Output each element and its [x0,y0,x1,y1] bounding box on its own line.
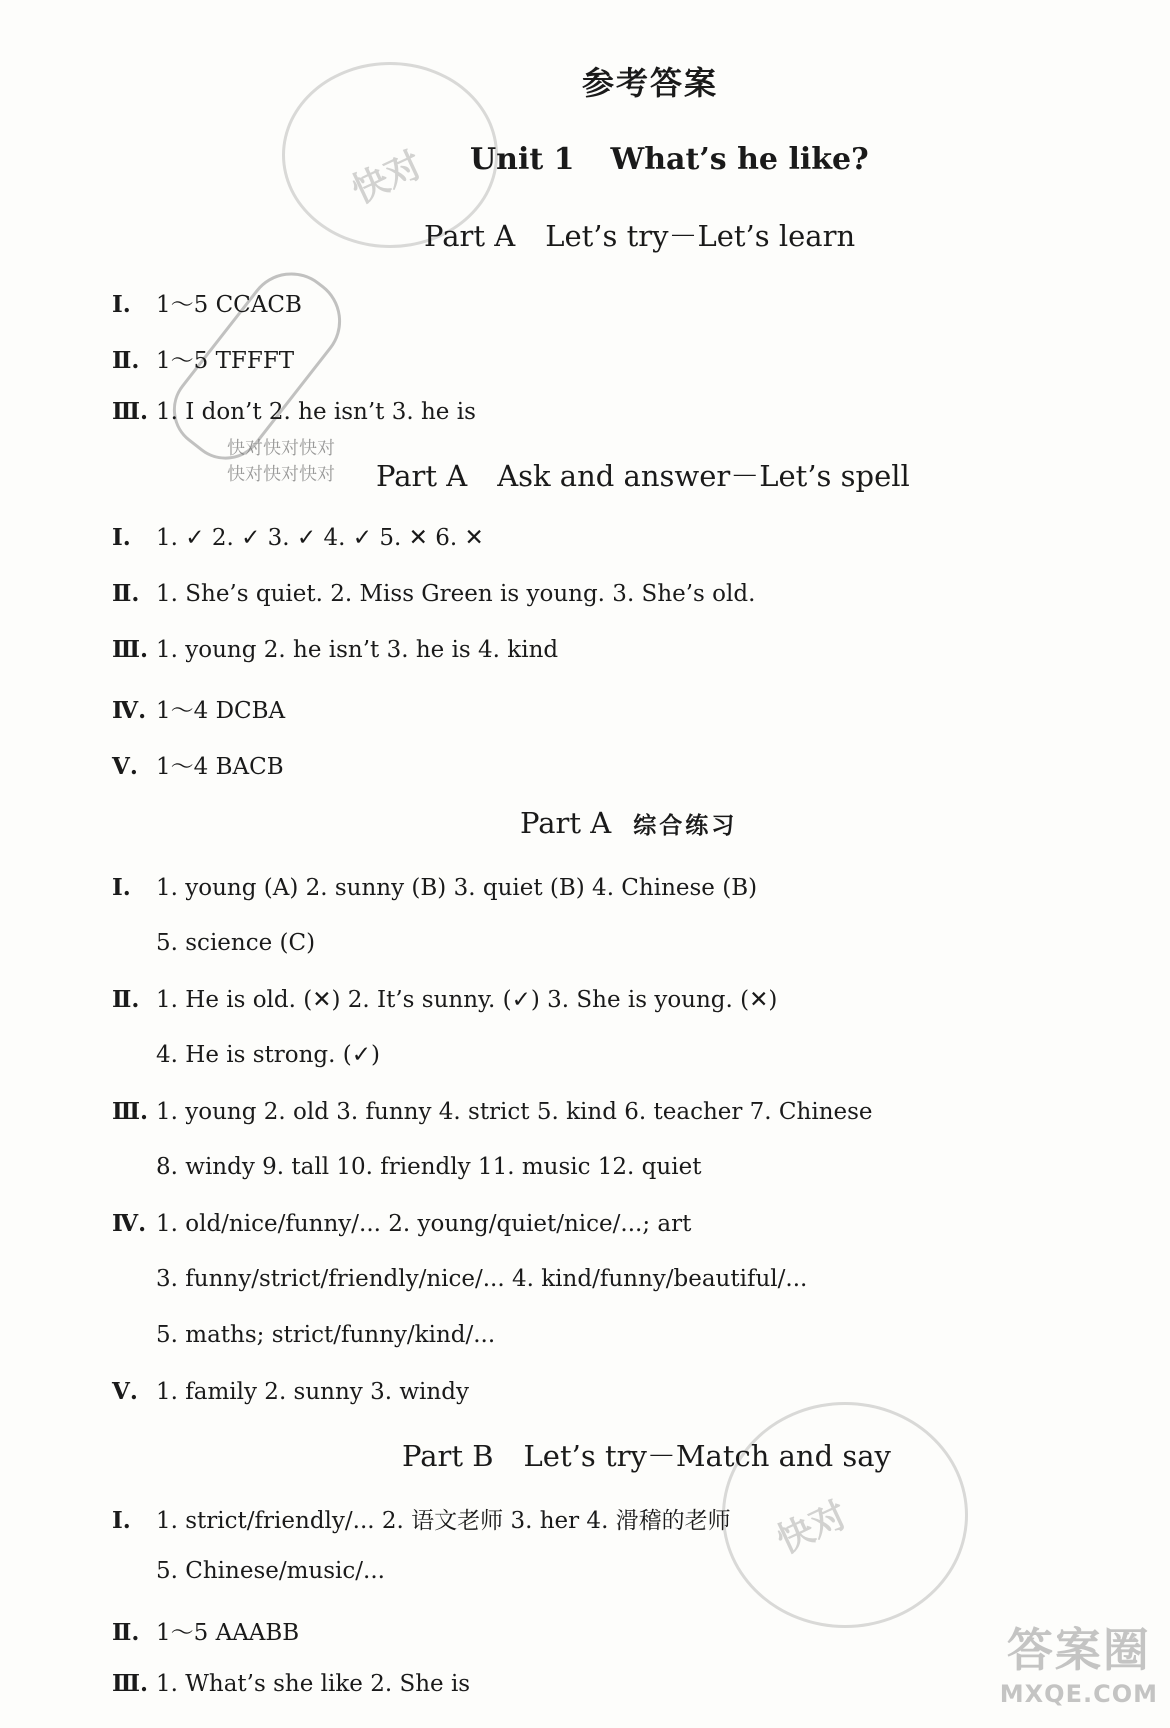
watermark-stamp-bottom-text: 快对 [770,1494,854,1563]
unit-heading [470,142,869,177]
answer-line [112,1210,691,1237]
answer-line [112,748,284,781]
answer-line-continued [156,1558,385,1584]
roman-numeral: Ⅰ. [112,291,131,318]
roman-numeral: Ⅴ. [112,753,138,780]
roman-numeral: Ⅰ. [112,524,131,551]
answer-line [112,1378,469,1405]
section-heading [376,454,910,495]
section-heading [424,214,855,255]
section-title: Let’s try－Let’s learn [545,219,856,253]
roman-numeral: Ⅱ. [112,580,140,607]
answer-text: 1. old/nice/funny/... 2. young/quiet/nice/...; art [156,1211,692,1237]
answer-line [112,342,294,375]
answer-text: 4. He is strong. (✓) [156,1042,380,1068]
brand-watermark-url: MXQE.COM [999,1680,1158,1708]
roman-numeral: Ⅱ. [112,1619,140,1646]
answer-text: 1～5 CCACB [156,292,302,318]
section-part: Part A [520,806,612,840]
watermark-label-1: 快对快对快对 [227,438,335,459]
answer-text: 1. ✓ 2. ✓ 3. ✓ 4. ✓ 5. ✕ 6. ✕ [156,525,484,551]
answer-line-continued [156,1154,701,1180]
roman-numeral: Ⅰ. [112,874,131,901]
roman-numeral: Ⅲ. [112,636,149,663]
answer-line [112,580,755,607]
answer-line [112,398,476,425]
page-title: 参考答案 [581,64,718,102]
roman-numeral: Ⅱ. [112,986,140,1013]
answer-line-continued [156,1322,495,1348]
roman-numeral: Ⅲ. [112,1098,149,1125]
watermark-stamp-top-text: 快对 [345,144,429,213]
answer-line [112,874,757,901]
roman-numeral: Ⅳ. [112,697,147,724]
unit-number: Unit 1 [470,142,575,177]
answer-line [112,636,558,663]
brand-watermark [1000,1614,1158,1708]
unit-name: What’s he like? [610,142,869,177]
section-part: Part A [376,459,468,493]
watermark-label-2: 快对快对快对 [227,464,335,485]
roman-numeral: Ⅰ. [112,1507,131,1534]
section-title: Let’s try－Match and say [523,1439,891,1473]
answer-text: 1～5 AAABB [156,1620,300,1646]
answer-text: 1～4 DCBA [156,698,286,724]
answer-text: 5. Chinese/music/... [156,1558,385,1584]
answer-text: 1. strict/friendly/... 2. 语文老师 3. her 4. 滑稽的老师 [156,1508,731,1534]
answer-line-continued [156,1266,807,1292]
answer-text: 1. I don’t 2. he isn’t 3. he is [156,399,476,425]
answer-text: 1. young (A) 2. sunny (B) 3. quiet (B) 4. Chinese (B) [156,875,758,901]
answer-line [112,286,302,319]
answer-line [112,1098,873,1125]
section-heading [402,1434,891,1475]
answer-line-continued [156,1042,380,1068]
answer-text: 8. windy 9. tall 10. friendly 11. music 12. quiet [156,1154,702,1180]
answer-text: 1. young 2. old 3. funny 4. strict 5. kind 6. teacher 7. Chinese [156,1099,873,1125]
answer-line [112,1502,731,1535]
answer-text: 1～5 TFFFT [156,348,295,374]
roman-numeral: Ⅴ. [112,1378,138,1405]
roman-numeral: Ⅲ. [112,398,149,425]
answer-text: 5. science (C) [156,930,316,956]
answer-text: 1～4 BACB [156,754,284,780]
answer-line [112,692,285,725]
answer-line [112,1670,470,1697]
answer-line [112,986,777,1013]
roman-numeral: Ⅳ. [112,1210,147,1237]
section-part: Part B [402,1439,494,1473]
roman-numeral: Ⅱ. [112,347,140,374]
answer-line-continued [156,930,315,956]
answer-text: 1. young 2. he isn’t 3. he is 4. kind [156,637,559,663]
answer-line [112,524,484,551]
brand-watermark-title: 答案圈 [1006,1623,1151,1677]
answer-text: 5. maths; strict/funny/kind/... [156,1322,496,1348]
answer-text: 1. He is old. (✕) 2. It’s sunny. (✓) 3. She is young. (✕) [156,987,778,1013]
answer-text: 1. What’s she like 2. She is [156,1671,471,1697]
section-title: 综合练习 [633,813,738,839]
section-part: Part A [424,219,516,253]
roman-numeral: Ⅲ. [112,1670,149,1697]
answer-line [112,1614,299,1647]
section-heading [520,806,737,840]
answer-text: 3. funny/strict/friendly/nice/... 4. kind/funny/beautiful/... [156,1266,808,1292]
section-title: Ask and answer－Let’s spell [497,459,910,493]
answer-text: 1. family 2. sunny 3. windy [156,1379,469,1405]
answer-text: 1. She’s quiet. 2. Miss Green is young. 3. She’s old. [156,581,756,607]
